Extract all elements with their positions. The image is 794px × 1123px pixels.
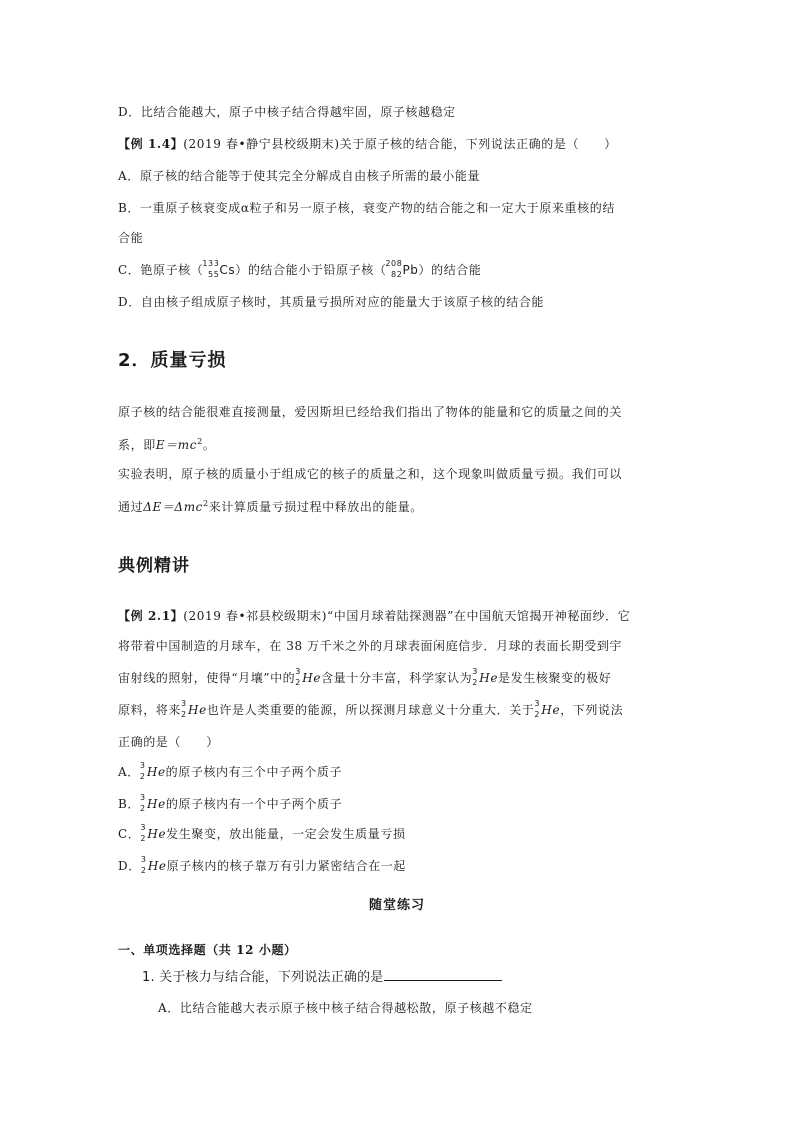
para2-prefix: 通过 bbox=[118, 500, 144, 514]
ex14-source: (2019 春•静宁县校级期末) bbox=[183, 137, 340, 151]
ex21-line1 bbox=[118, 608, 630, 624]
cs-atomic-number: 55 bbox=[208, 270, 220, 279]
option-letter: D． bbox=[118, 859, 141, 873]
he-isotope bbox=[181, 699, 188, 719]
he-mass-number: 3 bbox=[140, 823, 147, 832]
ex14-option-a: A．原子核的结合能等于使其完全分解成自由核子所需的最小能量 bbox=[118, 169, 481, 183]
he-mass-number: 3 bbox=[472, 667, 478, 676]
question-1-text: 1. 关于核力与结合能，下列说法正确的是 bbox=[142, 970, 384, 985]
option-letter: B． bbox=[118, 797, 141, 811]
section-2-para1-line2 bbox=[118, 434, 215, 453]
he-isotope bbox=[140, 855, 148, 875]
ex14-option-b-line2: 合能 bbox=[118, 231, 144, 245]
ex14-prev-option-d: D．比结合能越大，原子中核子结合得越牢固，原子核越稳定 bbox=[118, 105, 456, 119]
he-symbol: He bbox=[188, 703, 207, 717]
he-mass-number: 3 bbox=[181, 699, 187, 708]
he-symbol: He bbox=[147, 827, 167, 841]
question-1-option-a: A．比结合能越大表示原子核中核子结合得越松散，原子核越不稳定 bbox=[158, 1001, 533, 1015]
ex21-line4-b: 也许是人类重要的能源，所以探测月球意义十分重大．关于 bbox=[206, 703, 535, 717]
ex14-option-c bbox=[118, 259, 482, 279]
he-mass-number: 3 bbox=[534, 699, 541, 708]
para2-suffix: 来计算质量亏损过程中释放出的能量。 bbox=[208, 500, 423, 514]
ex21-option-a bbox=[118, 761, 343, 781]
ex21-line3-b: 含量十分丰富，科学家认为 bbox=[321, 671, 473, 685]
para1-prefix: 系，即 bbox=[118, 438, 156, 452]
he-isotope bbox=[140, 793, 147, 813]
practice-title: 随堂练习 bbox=[368, 898, 425, 913]
ex21-line3-c: 是发生核聚变的极好 bbox=[498, 671, 612, 685]
formula-exponent: 2 bbox=[197, 437, 203, 446]
option-text: 原子核内的核子靠万有引力紧密结合在一起 bbox=[166, 859, 407, 873]
ex21-line1-text: (2019 春•祁县校级期末)“中国月球着陆探测器”在中国航天馆揭开神秘面纱．它 bbox=[183, 609, 631, 623]
he-symbol: He bbox=[479, 671, 499, 685]
ex21-line4 bbox=[118, 699, 624, 719]
ex14-option-d: D．自由核子组成原子核时，其质量亏损所对应的能量大于该原子核的结合能 bbox=[118, 295, 545, 309]
mass-energy-formula: E＝mc bbox=[155, 438, 198, 452]
ex21-option-c bbox=[118, 823, 406, 843]
he-atomic-number: 2 bbox=[140, 866, 147, 875]
he-isotope bbox=[472, 667, 479, 687]
ex14-label: 【例 1.4】 bbox=[118, 137, 184, 151]
he-atomic-number: 2 bbox=[295, 678, 301, 687]
ex21-line3 bbox=[118, 667, 612, 687]
question-1 bbox=[142, 968, 502, 986]
cs-mass-number: 133 bbox=[202, 259, 220, 268]
para1-suffix: 。 bbox=[202, 438, 216, 452]
he-mass-number: 3 bbox=[295, 667, 301, 676]
cs-isotope bbox=[202, 259, 220, 279]
ex21-option-d bbox=[118, 855, 407, 875]
he-mass-number: 3 bbox=[140, 855, 147, 864]
section-2-para2-line1: 实验表明，原子核的质量小于组成它的核子的质量之和，这个现象叫做质量亏损。我们可以 bbox=[118, 467, 623, 481]
he-isotope bbox=[534, 699, 541, 719]
ex14-option-c-suffix: ）的结合能 bbox=[418, 263, 482, 277]
ex21-line3-a: 宙射线的照射，使得“月壤”中的 bbox=[118, 671, 296, 685]
pb-isotope bbox=[385, 259, 403, 279]
practice-section-heading: 一、单项选择题（共 12 小题） bbox=[118, 943, 297, 957]
he-atomic-number: 2 bbox=[139, 772, 146, 781]
ex21-line4-c: ，下列说法 bbox=[560, 703, 624, 717]
pb-symbol: Pb bbox=[402, 263, 419, 277]
he-symbol: He bbox=[147, 797, 166, 811]
formula-exponent: 2 bbox=[203, 499, 209, 508]
he-symbol: He bbox=[302, 671, 322, 685]
he-symbol: He bbox=[541, 703, 561, 717]
pb-mass-number: 208 bbox=[385, 259, 403, 268]
section-2-para1-line1: 原子核的结合能很难直接测量，爱因斯坦已经给我们指出了物体的能量和它的质量之间的关 bbox=[118, 405, 623, 419]
he-isotope bbox=[140, 823, 147, 843]
ex14-question bbox=[118, 136, 617, 152]
ex21-option-b bbox=[118, 793, 343, 813]
he-atomic-number: 2 bbox=[472, 678, 478, 687]
he-atomic-number: 2 bbox=[140, 804, 146, 813]
section-2-para2-line2 bbox=[118, 496, 423, 515]
ex14-stem: 关于原子核的结合能，下列说法正确的是（ ） bbox=[339, 137, 617, 151]
option-text: 的原子核内有一个中子两个质子 bbox=[165, 797, 343, 811]
he-atomic-number: 2 bbox=[140, 834, 147, 843]
he-symbol: He bbox=[147, 859, 167, 873]
mass-defect-formula: ΔE＝Δmc bbox=[143, 500, 203, 514]
ex21-label: 【例 2.1】 bbox=[118, 609, 184, 623]
he-symbol: He bbox=[146, 765, 166, 779]
pb-atomic-number: 82 bbox=[391, 270, 403, 279]
ex14-option-b-line1: B．一重原子核衰变成α粒子和另一原子核，衰变产物的结合能之和一定大于原来重核的结 bbox=[118, 201, 615, 215]
ex14-option-c-middle: ）的结合能小于铅原子核（ bbox=[235, 263, 387, 277]
he-atomic-number: 2 bbox=[181, 710, 187, 719]
answer-blank[interactable] bbox=[384, 968, 502, 981]
he-mass-number: 3 bbox=[140, 793, 146, 802]
option-text: 发生聚变，放出能量，一定会发生质量亏损 bbox=[166, 827, 406, 841]
he-isotope bbox=[295, 667, 302, 687]
examples-title: 典例精讲 bbox=[118, 556, 190, 576]
cs-symbol: Cs bbox=[219, 263, 236, 277]
he-mass-number: 3 bbox=[139, 761, 146, 770]
section-2-title: 2．质量亏损 bbox=[118, 350, 227, 371]
ex14-option-c-prefix: C．铯原子核（ bbox=[118, 263, 204, 277]
option-letter: C． bbox=[118, 827, 141, 841]
he-isotope bbox=[139, 761, 147, 781]
option-letter: A． bbox=[118, 765, 140, 779]
option-text: 的原子核内有三个中子两个质子 bbox=[165, 765, 343, 779]
ex21-line4-a: 原料，将来 bbox=[118, 703, 182, 717]
ex21-line2: 将带着中国制造的月球车，在 38 万千米之外的月球表面闲庭信步．月球的表面长期受到宇 bbox=[118, 639, 623, 653]
he-atomic-number: 2 bbox=[534, 710, 541, 719]
ex21-line5: 正确的是（ ） bbox=[118, 735, 219, 749]
